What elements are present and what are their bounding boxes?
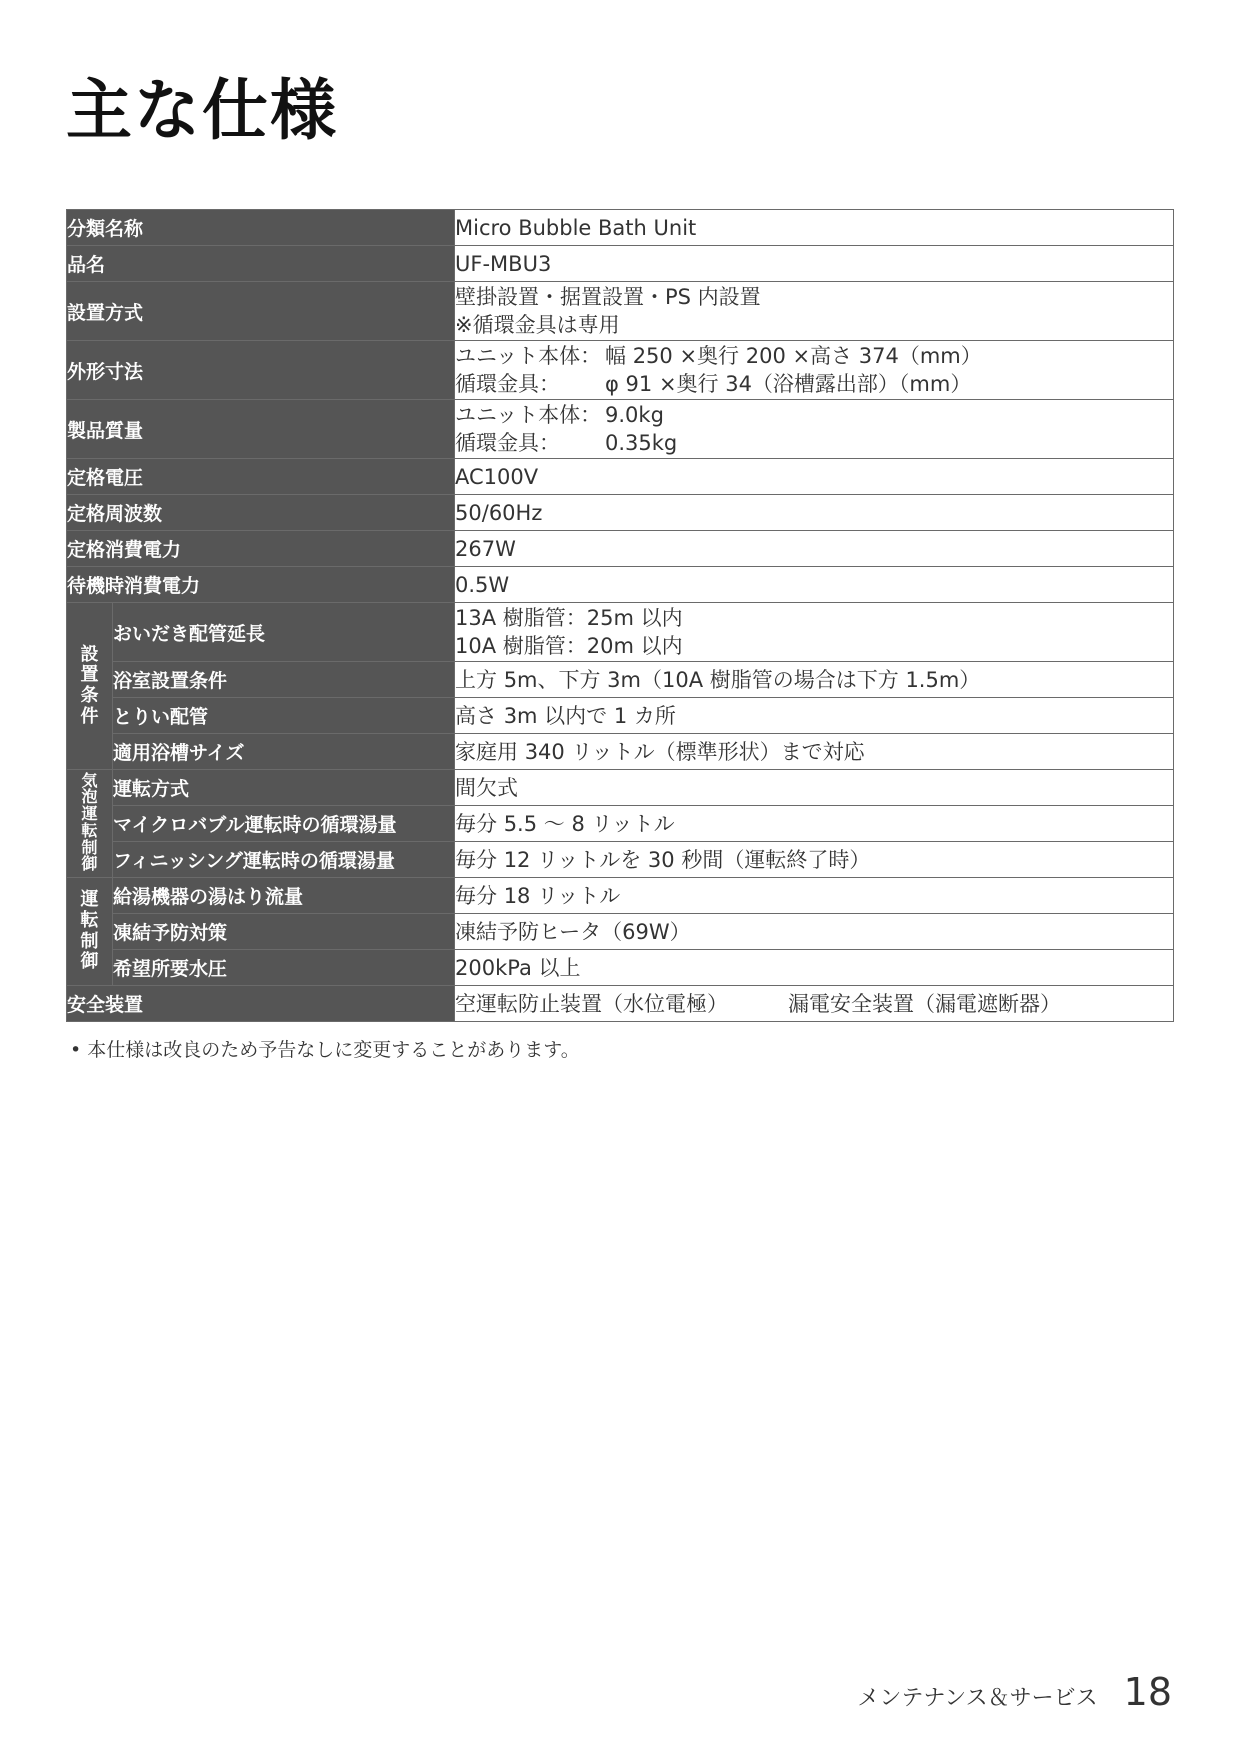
sub-value: 0.35kg <box>605 431 678 455</box>
table-row <box>67 495 1174 531</box>
table-row <box>67 878 1174 914</box>
group-label-installation: 設置条件 <box>67 603 113 770</box>
sub-label: ユニット本体： <box>455 403 602 427</box>
row-label: 安全装置 <box>67 986 455 1022</box>
row-value: AC100V <box>455 459 1174 495</box>
row-label: とりい配管 <box>113 698 455 734</box>
row-value: 267W <box>455 531 1174 567</box>
row-value: 0.5W <box>455 567 1174 603</box>
table-row <box>67 210 1174 246</box>
row-value <box>455 603 1174 662</box>
row-label: 定格電圧 <box>67 459 455 495</box>
group-label-bubble-control: 気泡運転制御 <box>67 770 113 878</box>
table-row <box>67 734 1174 770</box>
row-value: 毎分 5.5 ～ 8 リットル <box>455 806 1174 842</box>
table-row <box>67 950 1174 986</box>
table-row <box>67 341 1174 400</box>
row-label: おいだき配管延長 <box>113 603 455 662</box>
sub-label: 循環金具： <box>455 372 561 396</box>
table-row <box>67 459 1174 495</box>
footer-section-title: メンテナンス＆サービス <box>857 1686 1098 1711</box>
table-row <box>67 603 1174 662</box>
row-label: 設置方式 <box>67 282 455 341</box>
row-label: 製品質量 <box>67 400 455 459</box>
page-footer <box>857 1670 1172 1714</box>
sub-value: 9.0kg <box>605 403 664 427</box>
page-title: 主な仕様 <box>66 72 338 149</box>
value-line: 10A 樹脂管：20m 以内 <box>455 634 683 658</box>
value-line: ※循環金具は専用 <box>455 313 620 337</box>
row-label: 適用浴槽サイズ <box>113 734 455 770</box>
row-value: UF-MBU3 <box>455 246 1174 282</box>
group-label-operation-control: 運転制御 <box>67 878 113 986</box>
table-row <box>67 842 1174 878</box>
row-label: 定格周波数 <box>67 495 455 531</box>
table-row <box>67 400 1174 459</box>
safety-device-1: 空運転防止装置（水位電極） <box>455 991 729 1016</box>
row-label: 品名 <box>67 246 455 282</box>
page-number: 18 <box>1123 1670 1172 1714</box>
row-label: 分類名称 <box>67 210 455 246</box>
safety-device-2: 漏電安全装置（漏電遮断器） <box>788 991 1062 1016</box>
row-label: フィニッシング運転時の循環湯量 <box>113 842 455 878</box>
sub-value: 幅 250 ×奥行 200 ×高さ 374（mm） <box>605 344 982 368</box>
row-label: 運転方式 <box>113 770 455 806</box>
row-value: 凍結予防ヒータ（69W） <box>455 914 1174 950</box>
disclaimer-note: • 本仕様は改良のため予告なしに変更することがあります。 <box>70 1039 580 1061</box>
sub-label: ユニット本体： <box>455 344 602 368</box>
value-line: 13A 樹脂管：25m 以内 <box>455 606 683 630</box>
table-row <box>67 567 1174 603</box>
row-label: 給湯機器の湯はり流量 <box>113 878 455 914</box>
row-value <box>455 986 1174 1022</box>
row-value: 200kPa 以上 <box>455 950 1174 986</box>
row-label: 凍結予防対策 <box>113 914 455 950</box>
table-row <box>67 914 1174 950</box>
row-value: 毎分 18 リットル <box>455 878 1174 914</box>
table-row <box>67 531 1174 567</box>
table-row <box>67 986 1174 1022</box>
row-label: 定格消費電力 <box>67 531 455 567</box>
row-value <box>455 341 1174 400</box>
sub-value: φ 91 ×奥行 34（浴槽露出部）（mm） <box>605 372 972 396</box>
row-value: 間欠式 <box>455 770 1174 806</box>
row-value: Micro Bubble Bath Unit <box>455 210 1174 246</box>
row-value <box>455 400 1174 459</box>
table-row <box>67 246 1174 282</box>
row-label: マイクロバブル運転時の循環湯量 <box>113 806 455 842</box>
row-value: 高さ 3m 以内で 1 カ所 <box>455 698 1174 734</box>
row-value: 家庭用 340 リットル（標準形状）まで対応 <box>455 734 1174 770</box>
row-value: 上方 5m、下方 3m（10A 樹脂管の場合は下方 1.5m） <box>455 662 1174 698</box>
table-row <box>67 662 1174 698</box>
row-label: 待機時消費電力 <box>67 567 455 603</box>
table-row <box>67 282 1174 341</box>
row-value: 毎分 12 リットルを 30 秒間（運転終了時） <box>455 842 1174 878</box>
table-row <box>67 806 1174 842</box>
spec-table <box>66 209 1174 1022</box>
row-value: 50/60Hz <box>455 495 1174 531</box>
row-label: 希望所要水圧 <box>113 950 455 986</box>
row-value <box>455 282 1174 341</box>
row-label: 外形寸法 <box>67 341 455 400</box>
row-label: 浴室設置条件 <box>113 662 455 698</box>
sub-label: 循環金具： <box>455 431 561 455</box>
table-row <box>67 698 1174 734</box>
table-row <box>67 770 1174 806</box>
value-line: 壁掛設置・据置設置・PS 内設置 <box>455 285 761 309</box>
